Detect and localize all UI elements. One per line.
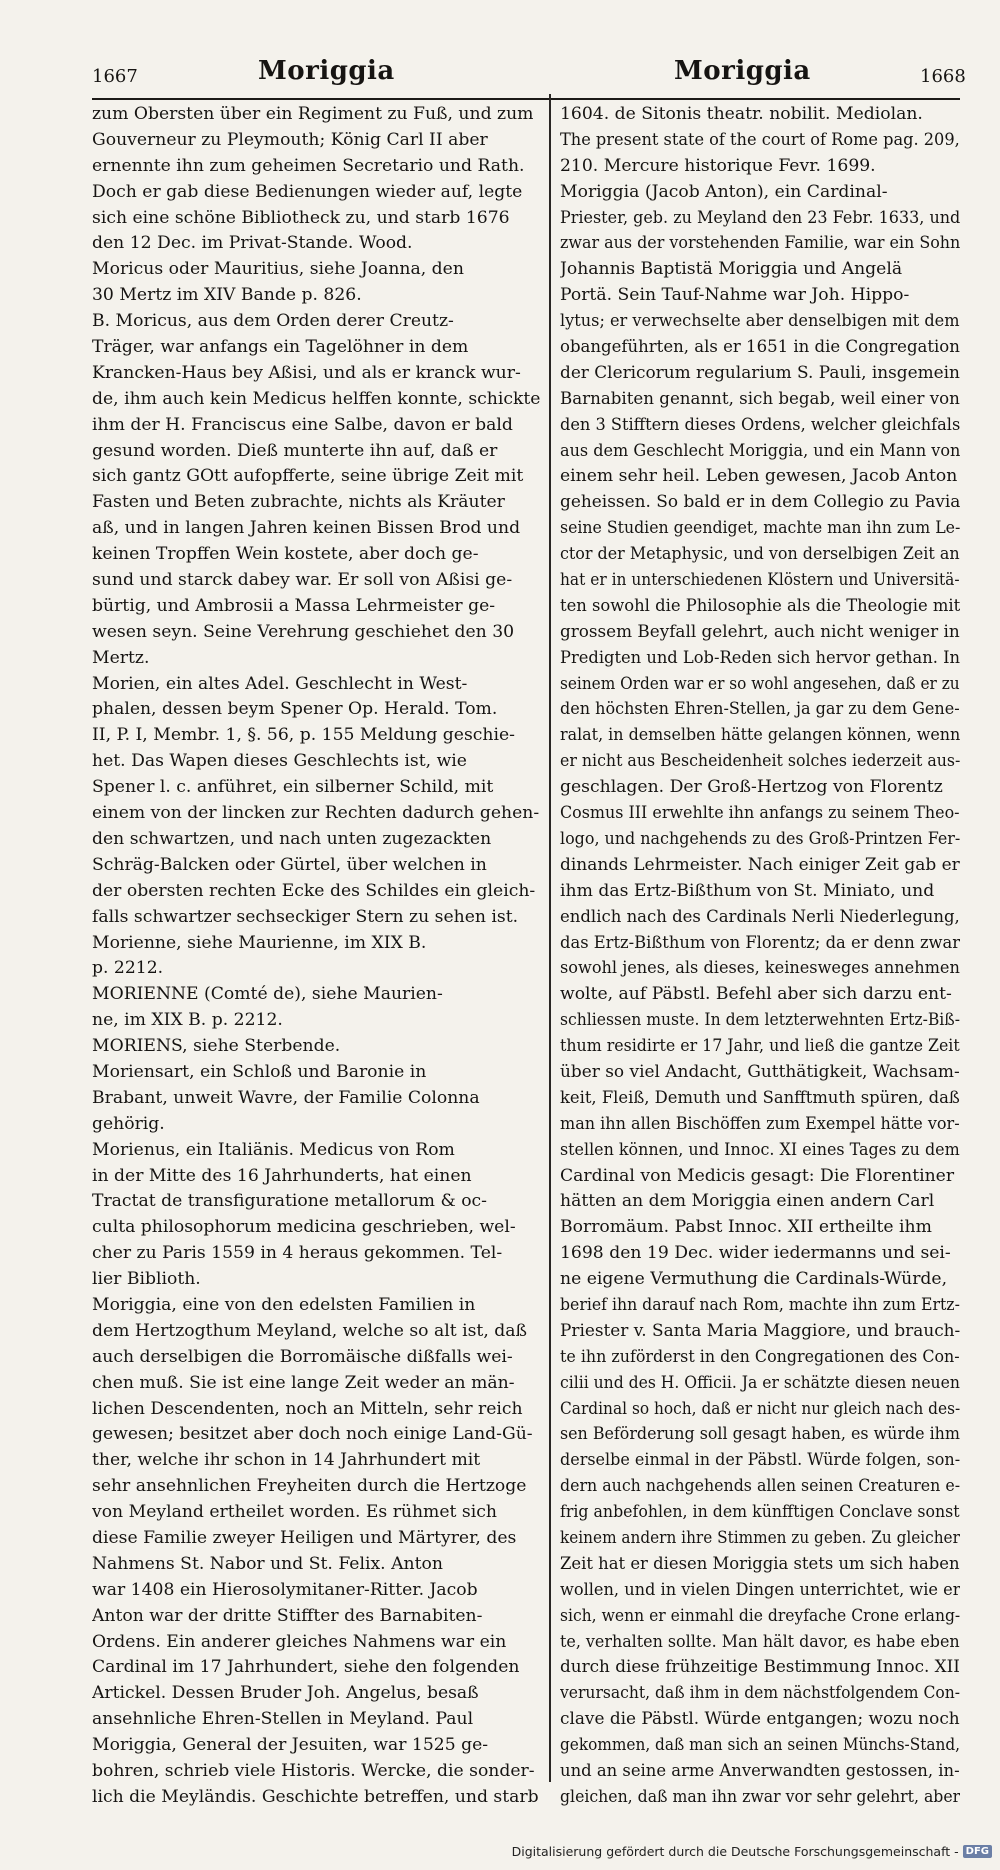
text-line: sund und starck dabey war. Er soll von Aßisi ge- bbox=[92, 570, 513, 591]
text-line: ther, welche ihr schon in 14 Jahrhundert mit bbox=[92, 1450, 481, 1471]
right-page-number: 1668 bbox=[920, 66, 966, 87]
text-line: Cosmus III erwehlte ihn anfangs zu seinem Theo- bbox=[560, 803, 960, 824]
text-line: Fasten und Beten zubrachte, nichts als Kräuter bbox=[92, 492, 505, 513]
text-line: Priester v. Santa Maria Maggiore, und brauch- bbox=[560, 1320, 960, 1341]
text-line: Moricus oder Mauritius, siehe Joanna, den bbox=[92, 259, 464, 280]
text-line: Gouverneur zu Pleymouth; König Carl II aber bbox=[92, 129, 488, 150]
text-line: logo, und nachgehends zu des Groß-Printzen Fer- bbox=[560, 828, 960, 849]
digitization-credit bbox=[512, 1844, 992, 1859]
text-line: dem Hertzogthum Meyland, welche so alt ist, daß bbox=[92, 1320, 527, 1341]
text-line: p. 2212. bbox=[92, 958, 164, 979]
text-line: 210. Mercure historique Fevr. 1699. bbox=[560, 155, 876, 176]
text-line: wesen seyn. Seine Verehrung geschiehet den 30 bbox=[92, 621, 515, 642]
text-line: er nicht aus Bescheidenheit solches iederzeit aus- bbox=[560, 751, 960, 772]
text-line: ihm das Ertz-Bißthum von St. Miniato, und bbox=[560, 880, 935, 901]
text-line: thum residirte er 17 Jahr, und ließ die gantze Zeit bbox=[560, 1036, 960, 1057]
text-line: ernennte ihn zum geheimen Secretario und Rath. bbox=[92, 155, 525, 176]
text-line: ne, im XIX B. p. 2212. bbox=[92, 1010, 283, 1031]
text-line: Artickel. Dessen Bruder Joh. Angelus, besaß bbox=[92, 1683, 479, 1704]
text-line: dern auch nachgehends allen seinen Creaturen e- bbox=[560, 1476, 960, 1497]
text-line: gekommen, daß man sich an seinen Münchs-Stand, bbox=[560, 1735, 960, 1756]
text-line: auch derselbigen die Borromäische dißfalls wei- bbox=[92, 1346, 513, 1367]
text-line: von Meyland ertheilet worden. Es rühmet sich bbox=[92, 1502, 497, 1523]
text-line: keit, Fleiß, Demuth und Sanfftmuth spüren, daß bbox=[560, 1087, 960, 1108]
text-line: 30 Mertz im XIV Bande p. 826. bbox=[92, 285, 362, 306]
text-line: Mertz. bbox=[92, 647, 150, 668]
text-line: te ihn zuförderst in den Congregationen des Con- bbox=[560, 1346, 960, 1367]
text-line: einem sehr heil. Leben gewesen, Jacob Anton bbox=[560, 466, 958, 487]
text-line: in der Mitte des 16 Jahrhunderts, hat einen bbox=[92, 1165, 472, 1186]
text-line: Morien, ein altes Adel. Geschlecht in West- bbox=[92, 673, 468, 694]
text-line: culta philosophorum medicina geschrieben, wel- bbox=[92, 1217, 516, 1238]
text-line: der Clericorum regularium S. Pauli, insgemein bbox=[560, 362, 960, 383]
text-line: gewesen; besitzet aber doch noch einige Land-Gü- bbox=[92, 1424, 533, 1445]
text-line: seine Studien geendiget, machte man ihn zum Le- bbox=[560, 518, 960, 539]
text-line: sich, wenn er einmahl die dreyfache Crone erlang- bbox=[560, 1605, 960, 1626]
text-line: das Ertz-Bißthum von Florentz; da er denn zwar bbox=[560, 932, 960, 953]
text-line: den 12 Dec. im Privat-Stande. Wood. bbox=[92, 233, 413, 254]
text-line: obangeführten, als er 1651 in die Congregation bbox=[560, 337, 960, 358]
text-line: den höchsten Ehren-Stellen, ja gar zu dem Gene- bbox=[560, 699, 960, 720]
text-line: dinands Lehrmeister. Nach einiger Zeit gab er bbox=[560, 854, 960, 875]
text-line: Morienus, ein Italiänis. Medicus von Rom bbox=[92, 1139, 455, 1160]
text-line: grossem Beyfall gelehrt, auch nicht weniger in bbox=[560, 621, 960, 642]
left-page-number: 1667 bbox=[92, 66, 138, 87]
text-line: Krancken-Haus bey Aßisi, und als er kranck wur- bbox=[92, 362, 521, 383]
text-line: durch diese frühzeitige Bestimmung Innoc. XII bbox=[560, 1657, 960, 1678]
text-line: gesund worden. Dieß munterte ihn auf, daß er bbox=[92, 440, 498, 461]
text-line: Anton war der dritte Stiffter des Barnabiten- bbox=[92, 1605, 483, 1626]
text-line: falls schwartzer sechseckiger Stern zu sehen ist. bbox=[92, 906, 519, 927]
left-column bbox=[92, 102, 544, 1811]
text-line: berief ihn darauf nach Rom, machte ihn zum Ertz- bbox=[560, 1294, 960, 1315]
text-line: Cardinal so hoch, daß er nicht nur gleich nach des- bbox=[560, 1398, 960, 1419]
text-line: Träger, war anfangs ein Tagelöhner in dem bbox=[92, 337, 469, 358]
text-line: derselbe einmal in der Päbstl. Würde folgen, son- bbox=[560, 1450, 960, 1471]
text-line: Nahmens St. Nabor und St. Felix. Anton bbox=[92, 1553, 443, 1574]
text-line: bürtig, und Ambrosii a Massa Lehrmeister ge- bbox=[92, 595, 496, 616]
text-line: de, ihm auch kein Medicus helffen konnte, schickte bbox=[92, 388, 541, 409]
text-line: wolte, auf Päbstl. Befehl aber sich darzu ent- bbox=[560, 984, 952, 1005]
text-line: verursacht, daß ihm in dem nächstfolgendem Con- bbox=[560, 1683, 960, 1704]
text-line: wollen, und in vielen Dingen unterrichtet, wie er bbox=[560, 1579, 960, 1600]
text-line: schliessen muste. In dem letzterwehnten Ertz-Biß- bbox=[560, 1010, 960, 1031]
text-line: sich gantz GOtt aufopfferte, seine übrige Zeit mit bbox=[92, 466, 524, 487]
text-line: Spener l. c. anführet, ein silberner Schild, mit bbox=[92, 777, 494, 798]
text-line: Johannis Baptistä Moriggia und Angelä bbox=[560, 259, 903, 280]
text-line: hätten an dem Moriggia einen andern Carl bbox=[560, 1191, 935, 1212]
text-line: einem von der lincken zur Rechten dadurch gehen- bbox=[92, 803, 540, 824]
text-line: sehr ansehnlichen Freyheiten durch die Hertzoge bbox=[92, 1476, 527, 1497]
text-line: gehörig. bbox=[92, 1113, 165, 1134]
text-line: Tractat de transfiguratione metallorum & oc- bbox=[92, 1191, 487, 1212]
text-line: ctor der Metaphysic, und von derselbigen Zeit an bbox=[560, 544, 960, 565]
text-line: Schräg-Balcken oder Gürtel, über welchen in bbox=[92, 854, 487, 875]
text-line: war 1408 ein Hierosolymitaner-Ritter. Jacob bbox=[92, 1579, 478, 1600]
left-running-head: Moriggia bbox=[258, 56, 395, 86]
text-line: keinem andern ihre Stimmen zu geben. Zu gleicher bbox=[560, 1527, 960, 1548]
text-line: Ordens. Ein anderer gleiches Nahmens war ein bbox=[92, 1631, 507, 1652]
text-line: keinen Tropffen Wein kostete, aber doch ge- bbox=[92, 544, 479, 565]
text-line: Morienne, siehe Maurienne, im XIX B. bbox=[92, 932, 427, 953]
text-line: Zeit hat er diesen Moriggia stets um sich haben bbox=[560, 1553, 960, 1574]
text-line: aß, und in langen Jahren keinen Bissen Brod und bbox=[92, 518, 521, 539]
text-line: aus dem Geschlecht Moriggia, und ein Mann von bbox=[560, 440, 960, 461]
text-line: Moriggia, General der Jesuiten, war 1525 ge- bbox=[92, 1735, 489, 1756]
text-line: II, P. I, Membr. 1, §. 56, p. 155 Meldung geschie- bbox=[92, 725, 515, 746]
text-line: diese Familie zweyer Heiligen und Märtyrer, des bbox=[92, 1527, 517, 1548]
text-line: frig anbefohlen, in dem künfftigen Conclave sonst bbox=[560, 1502, 960, 1523]
text-line: ten sowohl die Philosophie als die Theologie mit bbox=[560, 595, 960, 616]
text-line: der obersten rechten Ecke des Schildes ein gleich- bbox=[92, 880, 536, 901]
text-line: bohren, schrieb viele Historis. Wercke, die sonder- bbox=[92, 1761, 535, 1781]
text-line: den 3 Stifftern dieses Ordens, welcher gleichfals bbox=[560, 414, 960, 435]
text-line: lich die Meyländis. Geschichte betreffen, und starb bbox=[92, 1786, 539, 1807]
text-line: Doch er gab diese Bedienungen wieder auf, legte bbox=[92, 181, 523, 202]
text-line: 1604. de Sitonis theatr. nobilit. Mediolan. bbox=[560, 104, 923, 124]
text-line: The present state of the court of Rome pag. 209, bbox=[560, 129, 960, 150]
text-line: seinem Orden war er so wohl angesehen, daß er zu bbox=[560, 673, 960, 694]
text-line: Barnabiten genannt, sich begab, weil einer von bbox=[560, 388, 960, 409]
text-line: über so viel Andacht, Gutthätigkeit, Wachsam- bbox=[560, 1061, 960, 1082]
text-line: clave die Päbstl. Würde entgangen; wozu noch bbox=[560, 1709, 960, 1730]
text-line: ralat, in demselben hätte gelangen können, wenn bbox=[560, 725, 960, 746]
page-header bbox=[0, 52, 1000, 98]
text-line: sich eine schöne Bibliotheck zu, und starb 1676 bbox=[92, 207, 510, 228]
text-line: Portä. Sein Tauf-Nahme war Joh. Hippo- bbox=[560, 285, 910, 306]
text-line: hat er in unterschiedenen Klöstern und Universitä- bbox=[560, 570, 960, 591]
text-line: B. Moricus, aus dem Orden derer Creutz- bbox=[92, 311, 454, 332]
dfg-logo: DFG bbox=[963, 1845, 992, 1858]
header-rule bbox=[92, 98, 960, 100]
text-line: Brabant, unweit Wavre, der Familie Colonna bbox=[92, 1087, 480, 1108]
text-line: sowohl jenes, als dieses, keinesweges annehmen bbox=[560, 958, 960, 979]
text-line: lytus; er verwechselte aber denselbigen mit dem bbox=[560, 311, 960, 332]
right-running-head: Moriggia bbox=[674, 56, 811, 86]
credit-text: Digitalisierung gefördert durch die Deutsche Forschungsgemeinschaft - bbox=[511, 1844, 959, 1859]
text-line: Borromäum. Pabst Innoc. XII ertheilte ihm bbox=[560, 1217, 932, 1238]
text-line: geheissen. So bald er in dem Collegio zu Pavia bbox=[560, 492, 960, 513]
column-divider bbox=[549, 94, 551, 1782]
text-line: den schwartzen, und nach unten zugezackten bbox=[92, 828, 492, 849]
text-line: phalen, dessen beym Spener Op. Herald. Tom. bbox=[92, 699, 498, 720]
text-line: MORIENS, siehe Sterbende. bbox=[92, 1036, 341, 1057]
text-line: gleichen, daß man ihn zwar vor sehr gelehrt, aber bbox=[560, 1786, 960, 1807]
text-line: MORIENNE (Comté de), siehe Maurien- bbox=[92, 984, 443, 1005]
text-line: endlich nach des Cardinals Nerli Niederlegung, bbox=[560, 906, 960, 927]
text-line: 1698 den 19 Dec. wider iedermanns und sei- bbox=[560, 1243, 951, 1264]
text-line: Moriggia, eine von den edelsten Familien in bbox=[92, 1294, 476, 1315]
text-line: te, verhalten sollte. Man hält davor, es habe eben bbox=[560, 1631, 960, 1652]
text-line: Cardinal von Medicis gesagt: Die Florentiner bbox=[560, 1165, 955, 1186]
text-line: lichen Descendenten, noch an Mitteln, sehr reich bbox=[92, 1398, 523, 1419]
text-line: ihm der H. Franciscus eine Salbe, davon er bald bbox=[92, 414, 513, 435]
text-line: sen Beförderung soll gesagt haben, es würde ihm bbox=[560, 1424, 960, 1445]
text-line: cher zu Paris 1559 in 4 heraus gekommen. Tel- bbox=[92, 1243, 503, 1264]
text-line: und an seine arme Anverwandten gestossen, in- bbox=[560, 1761, 960, 1781]
text-line: ne eigene Vermuthung die Cardinals-Würde, bbox=[560, 1269, 948, 1290]
text-line: ansehnliche Ehren-Stellen in Meyland. Paul bbox=[92, 1709, 474, 1730]
text-line: het. Das Wapen dieses Geschlechts ist, wie bbox=[92, 751, 467, 772]
text-line: cilii und des H. Officii. Ja er schätzte diesen neuen bbox=[560, 1372, 960, 1393]
text-line: man ihn allen Bischöffen zum Exempel hätte vor- bbox=[560, 1113, 960, 1134]
text-line: lier Biblioth. bbox=[92, 1269, 201, 1290]
text-line: chen muß. Sie ist eine lange Zeit weder an män- bbox=[92, 1372, 515, 1393]
text-line: Moriensart, ein Schloß und Baronie in bbox=[92, 1061, 427, 1082]
text-line: geschlagen. Der Groß-Hertzog von Florentz bbox=[560, 777, 943, 798]
text-line: stellen können, und Innoc. XI eines Tages zu dem bbox=[560, 1139, 960, 1160]
text-line: zwar aus der vorstehenden Familie, war ein Sohn bbox=[560, 233, 960, 254]
text-line: Cardinal im 17 Jahrhundert, siehe den folgenden bbox=[92, 1657, 520, 1678]
text-line: Predigten und Lob-Reden sich hervor gethan. In bbox=[560, 647, 960, 668]
text-line: zum Obersten über ein Regiment zu Fuß, und zum bbox=[92, 104, 534, 124]
text-line: Priester, geb. zu Meyland den 23 Febr. 1633, und bbox=[560, 207, 960, 228]
text-line: Moriggia (Jacob Anton), ein Cardinal- bbox=[560, 181, 888, 202]
right-column bbox=[560, 102, 960, 1811]
